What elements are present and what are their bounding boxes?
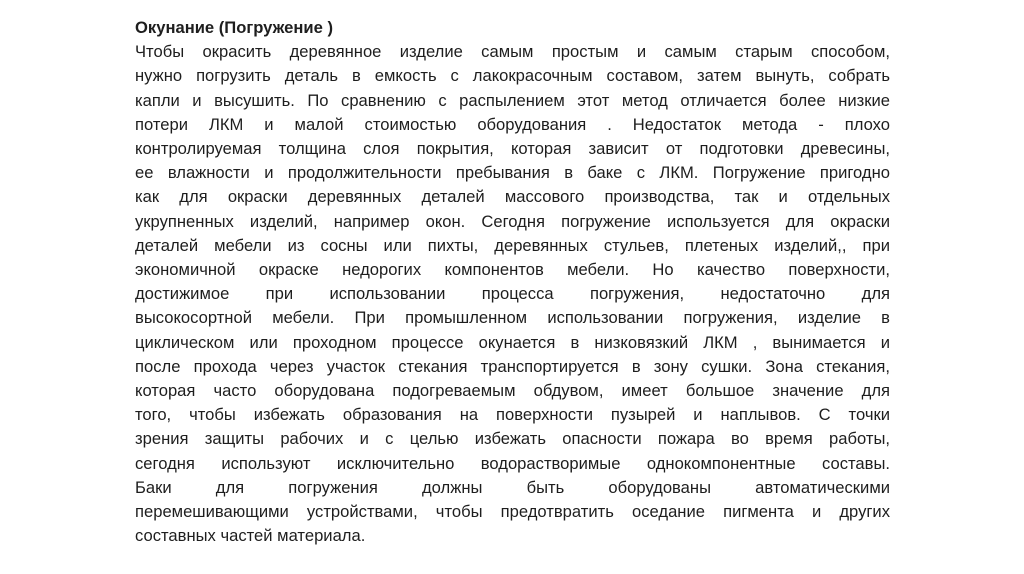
slide-title: Окунание (Погружение ): [135, 18, 333, 37]
body-line: которая часто оборудована подогреваемым обдувом, имеет большое значение для: [135, 381, 890, 401]
body-line: потери ЛКМ и малой стоимостью оборудования . Недостаток метода - плохо: [135, 114, 890, 134]
body-line: как для окраски деревянных деталей массового производства, так и отдельных: [135, 187, 890, 207]
body-line: перемешивающими устройствами, чтобы предотвратить оседание пигмента и других: [135, 502, 890, 522]
body-line: деталей мебели из сосны или пихты, деревянных стульев, плетеных изделий,, при: [135, 235, 890, 255]
body-line: нужно погрузить деталь в емкость с лакокрасочным составом, затем вынуть, собрать: [135, 66, 890, 86]
body-line: после прохода через участок стекания транспортируется в зону сушки. Зона стекания,: [135, 356, 890, 376]
body-line: высокосортной мебели. При промышленном использовании погружения, изделие в: [135, 308, 890, 328]
body-line: циклическом или проходном процессе окунается в низковязкий ЛКМ , вынимается и: [135, 332, 890, 352]
body-line: укрупненных изделий, например окон. Сегодня погружение используется для окраски: [135, 211, 890, 231]
body-line: Чтобы окрасить деревянное изделие самым простым и самым старым способом,: [135, 42, 890, 62]
body-line: составных частей материала.: [135, 526, 366, 546]
body-line: контролируемая толщина слоя покрытия, которая зависит от подготовки древесины,: [135, 139, 890, 159]
body-line: того, чтобы избежать образования на поверхности пузырей и наплывов. С точки: [135, 405, 890, 425]
body-line: ее влажности и продолжительности пребывания в баке с ЛКМ. Погружение пригодно: [135, 163, 890, 183]
body-line: достижимое при использовании процесса погружения, недостаточно для: [135, 284, 890, 304]
body-line: сегодня используют исключительно водорастворимые однокомпонентные составы.: [135, 453, 890, 473]
body-line: зрения защиты рабочих и с целью избежать опасности пожара во время работы,: [135, 429, 890, 449]
body-line: капли и высушить. По сравнению с распылением этот метод отличается более низкие: [135, 90, 890, 110]
body-line: Баки для погружения должны быть оборудованы автоматическими: [135, 477, 890, 497]
text-block: [135, 16, 890, 548]
body-line: экономичной окраске недорогих компонентов мебели. Но качество поверхности,: [135, 260, 890, 280]
